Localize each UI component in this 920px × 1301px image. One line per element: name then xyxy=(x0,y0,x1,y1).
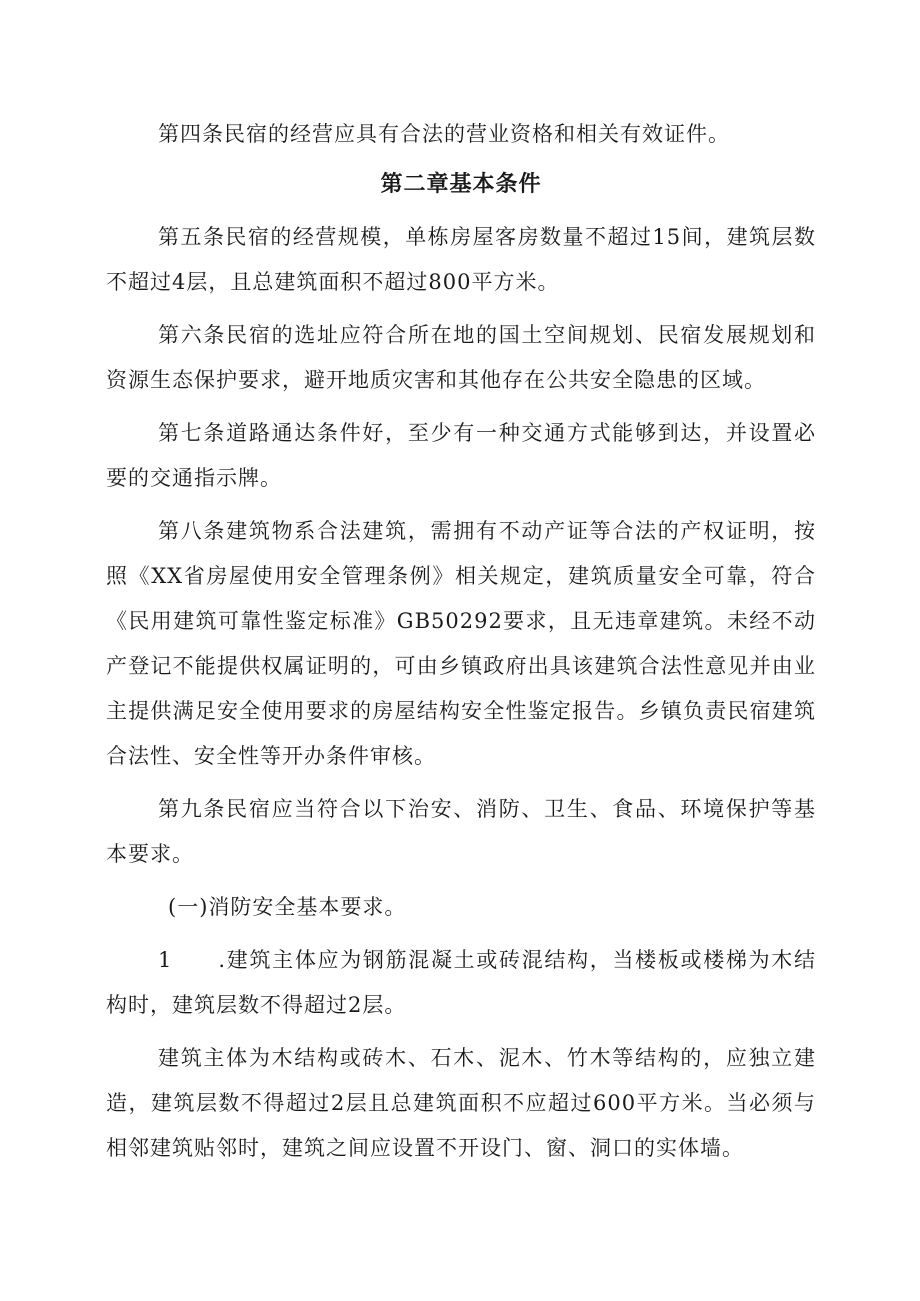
article-8-paragraph: 第八条建筑物系合法建筑，需拥有不动产证等合法的产权证明，按照《XX省房屋使用安全管理条例》相关规定，建筑质量安全可靠，符合《民用建筑可靠性鉴定标准》GB50292要求，且无违章建筑。未经不动产登记不能提供权属证明的，可由乡镇政府出具该建筑合法性意见并由业主提供满足安全使用要求的房屋结构安全性鉴定报告。乡镇负责民宿建筑合法性、安全性等开办条件审核。 xyxy=(106,519,816,768)
item-1-paragraph: 1 .建筑主体应为钢筋混凝土或砖混结构，当楼板或楼梯为木结构时，建筑层数不得超过2层。 xyxy=(106,948,816,1017)
article-4-paragraph: 第四条民宿的经营应具有合法的营业资格和相关有效证件。 xyxy=(158,122,730,146)
article-7-paragraph: 第七条道路通达条件好，至少有一种交通方式能够到达，并设置必要的交通指示牌。 xyxy=(106,421,816,490)
chapter-heading: 第二章基本条件 xyxy=(380,172,542,197)
article-5-paragraph: 第五条民宿的经营规模，单栋房屋客房数量不超过15间，建筑层数不超过4层，且总建筑面积不超过800平方米。 xyxy=(106,225,816,294)
document-body xyxy=(106,112,816,1179)
article-6-paragraph: 第六条民宿的选址应符合所在地的国土空间规划、民宿发展规划和资源生态保护要求，避开地质灾害和其他存在公共安全隐患的区域。 xyxy=(106,323,816,392)
fire-safety-subheading: (一)消防安全基本要求。 xyxy=(168,895,407,919)
article-9-paragraph: 第九条民宿应当符合以下治安、消防、卫生、食品、环境保护等基本要求。 xyxy=(106,797,816,866)
wood-structure-paragraph: 建筑主体为木结构或砖木、石木、泥木、竹木等结构的，应独立建造，建筑层数不得超过2层且总建筑面积不应超过600平方米。当必须与相邻建筑贴邻时，建筑之间应设置不开设门、窗、洞口的实体墙。 xyxy=(106,1046,816,1160)
